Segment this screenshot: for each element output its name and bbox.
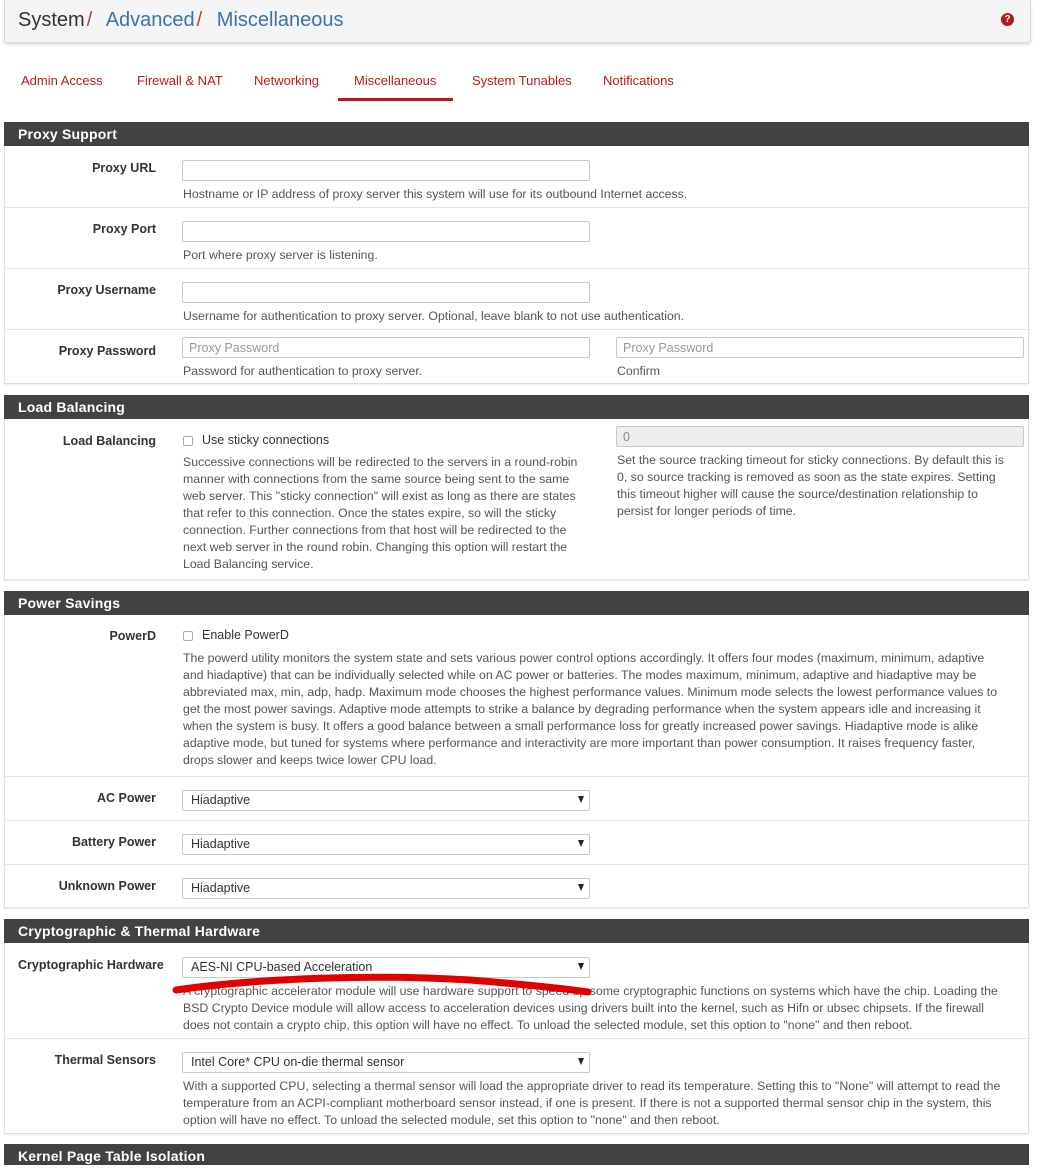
row-divider [5, 268, 1029, 269]
help-line: drops slower and keeps twice lower CPU load. [183, 753, 437, 767]
caret-down-icon [578, 884, 584, 891]
help-line: get the most power savings. Adaptive mode attempts to strike a balance by degrading performance when the system appears idle and increasing it [183, 702, 981, 716]
help-line: web server. This "sticky connection" will exist as long as there are states [183, 489, 576, 503]
crypto-hardware-label: Cryptographic Hardware [18, 958, 164, 972]
proxy-password-confirm-help: Confirm [617, 364, 661, 378]
help-line: connection. Further connections from that host will be redirected to the [183, 523, 567, 537]
sticky-connections-checkbox[interactable] [183, 436, 193, 446]
load-balancing-label: Load Balancing [62, 434, 156, 448]
proxy-password-help: Password for authentication to proxy server. [183, 364, 423, 378]
proxy-url-label: Proxy URL [92, 161, 156, 175]
caret-down-icon [578, 840, 584, 847]
ac-power-select[interactable] [182, 790, 590, 811]
proxy-port-label: Proxy Port [92, 222, 156, 236]
unknown-power-select[interactable] [182, 878, 590, 899]
proxy-port-input[interactable] [182, 221, 590, 242]
help-line: A cryptographic accelerator module will use hardware support to speed up some cryptographic functions on systems which have the chip. Loading the [183, 984, 998, 998]
breadcrumb [18, 9, 344, 32]
caret-down-icon [578, 1058, 584, 1065]
help-line: 0, so source tracking is removed as soon as the state expires. Setting [617, 470, 996, 484]
page-header [4, 0, 1031, 43]
help-line: when the system is busy. It offers a good balance between a small performance loss for greatly increased power savings. Hiadaptive mode is alike [183, 719, 979, 733]
help-line: that refer to this connection. Once the states expire, so will the sticky [183, 506, 557, 520]
battery-power-select[interactable] [182, 834, 590, 855]
help-line: option will have no effect. To unload the selected module, set this option to "none" and then reboot. [183, 1113, 720, 1127]
source-tracking-timeout-input[interactable] [616, 426, 1024, 447]
ac-power-label: AC Power [96, 791, 156, 805]
help-line: and hiadaptive) that can be individually selected while on AC power or batteries. The modes maximum, minimum, adaptive and hiadaptive may be [183, 668, 977, 682]
tab-miscellaneous[interactable]: Miscellaneous [354, 73, 437, 88]
row-divider [5, 820, 1029, 821]
proxy-url-input[interactable] [182, 160, 590, 181]
help-line: BSD Crypto Device module will allow access to acceleration devices using drivers built into the kernel, such as Hifn or ubsec chipsets. If the firewall [183, 1001, 985, 1015]
proxy-url-help: Hostname or IP address of proxy server this system will use for its outbound Internet access. [183, 187, 688, 201]
help-line: Successive connections will be redirected to the servers in a round-robin [183, 455, 578, 469]
help-line: With a supported CPU, selecting a thermal sensor will load the appropriate driver to read its temperature. Setting this to "None" will attempt to read the [183, 1079, 1001, 1093]
crypto-hardware-select[interactable] [182, 957, 590, 978]
unknown-power-label: Unknown Power [58, 879, 156, 893]
battery-power-label: Battery Power [71, 835, 156, 849]
help-line: abbreviated max, min, adp, hadp. Maximum mode chooses the highest performance values. Minimum mode selects the lowest performance values to [183, 685, 998, 699]
enable-powerd-checkbox[interactable] [183, 631, 193, 641]
unknown-power-value: Hiadaptive [191, 881, 251, 895]
tab-firewall-nat[interactable]: Firewall & NAT [137, 73, 223, 88]
sticky-connections-label[interactable]: Use sticky connections [202, 433, 330, 447]
panel-heading-kpti: Kernel Page Table Isolation [4, 1144, 1029, 1165]
tab-admin-access[interactable]: Admin Access [21, 73, 103, 88]
battery-power-value: Hiadaptive [191, 837, 251, 851]
row-divider [5, 776, 1029, 777]
help-line: temperature from an ACPI-compliant motherboard sensor instead, if one is present. If there is not a supported thermal sensor chip in the system, this [183, 1096, 992, 1110]
breadcrumb-separator: / [196, 9, 203, 31]
thermal-sensors-select[interactable] [182, 1052, 590, 1073]
proxy-port-help: Port where proxy server is listening. [183, 248, 378, 262]
panel-heading-crypto-thermal: Cryptographic & Thermal Hardware [4, 919, 1029, 943]
tab-networking[interactable]: Networking [254, 73, 320, 88]
powerd-label: PowerD [109, 629, 156, 643]
panel-heading-load-balancing: Load Balancing [4, 395, 1029, 419]
help-line: persist for longer periods of time. [617, 504, 797, 518]
help-line: Set the source tracking timeout for sticky connections. By default this is [617, 453, 1004, 467]
crypto-hardware-value: AES-NI CPU-based Acceleration [191, 960, 373, 974]
enable-powerd-label[interactable]: Enable PowerD [202, 628, 289, 642]
help-line: next web server in the round robin. Changing this option will restart the [183, 540, 568, 554]
help-line: does not contain a crypto chip, this option will have no effect. To unload the selected module, set this option to "none" and then reboot. [183, 1018, 913, 1032]
proxy-username-label: Proxy Username [57, 283, 156, 297]
row-divider [5, 329, 1029, 330]
question-circle-icon[interactable]: ? [1001, 13, 1014, 26]
tab-system-tunables[interactable]: System Tunables [472, 73, 572, 88]
proxy-password-input[interactable] [182, 337, 590, 358]
proxy-username-input[interactable] [182, 282, 590, 303]
help-line: manner with connections from the same source being sent to the same [183, 472, 570, 486]
breadcrumb-miscellaneous[interactable]: Miscellaneous [216, 9, 344, 31]
help-line: The powerd utility monitors the system state and sets various power control options accordingly. It offers four modes (maximum, minimum, adaptive [183, 651, 985, 665]
panel-heading-power-savings: Power Savings [4, 591, 1029, 615]
active-tab-indicator [338, 98, 453, 101]
source-tracking-timeout-help [617, 452, 1027, 520]
proxy-password-label: Proxy Password [58, 344, 156, 358]
ac-power-value: Hiadaptive [191, 793, 251, 807]
thermal-sensors-value: Intel Core* CPU on-die thermal sensor [191, 1055, 405, 1069]
row-divider [5, 1038, 1029, 1039]
tab-notifications[interactable]: Notifications [603, 73, 674, 88]
help-line: adaptive mode, but tuned for systems where performance and interactivity are more important than power consumption. It raises frequency faster, [183, 736, 976, 750]
thermal-sensors-help [183, 1078, 1028, 1129]
thermal-sensors-label: Thermal Sensors [54, 1053, 156, 1067]
proxy-password-confirm-input[interactable] [616, 337, 1024, 358]
breadcrumb-advanced[interactable]: Advanced [105, 9, 195, 31]
panel-heading-proxy-support: Proxy Support [4, 122, 1029, 146]
breadcrumb-separator: / [86, 9, 93, 31]
caret-down-icon [578, 796, 584, 803]
powerd-help [183, 650, 1028, 769]
caret-down-icon [578, 963, 584, 970]
breadcrumb-system: System [18, 9, 85, 31]
crypto-hardware-help [183, 983, 1028, 1034]
row-divider [5, 207, 1029, 208]
sticky-connections-help [183, 454, 603, 573]
help-line: Load Balancing service. [183, 557, 314, 571]
row-divider [5, 864, 1029, 865]
proxy-username-help: Username for authentication to proxy server. Optional, leave blank to not use authentication. [183, 309, 685, 323]
help-line: this timeout higher will cause the source/destination relationship to [617, 487, 978, 501]
